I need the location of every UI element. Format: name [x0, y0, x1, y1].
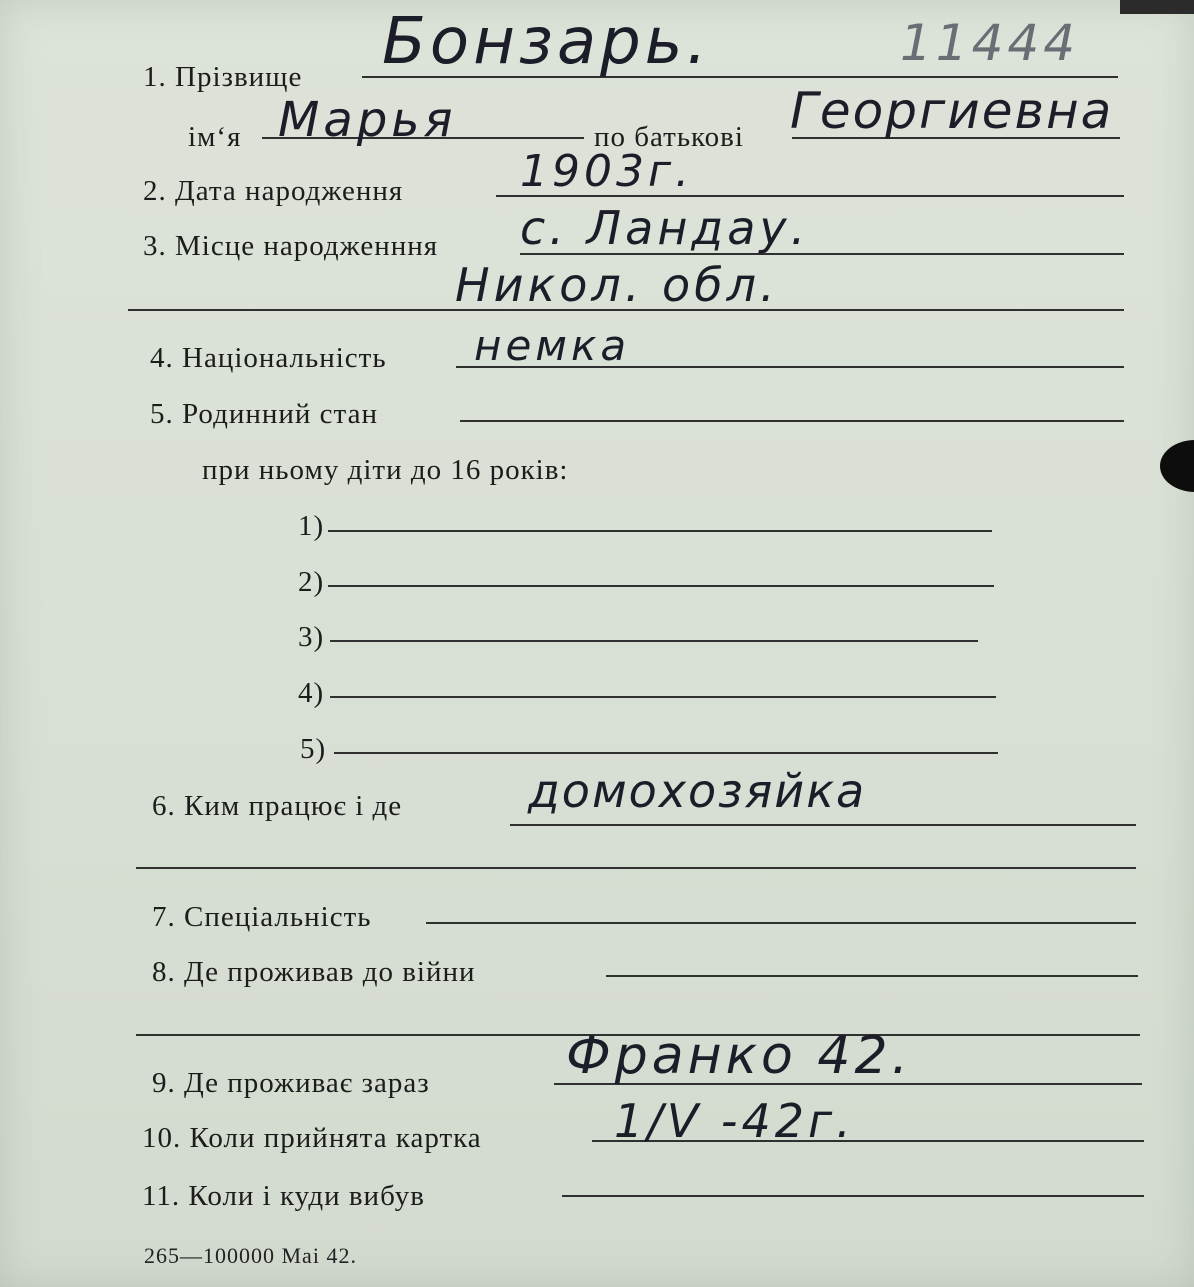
children-label: при ньому діти до 16 років: [202, 454, 569, 486]
marital-status-line [460, 420, 1124, 422]
nationality-value: немка [474, 321, 631, 370]
child-3-line [330, 640, 978, 642]
child-3-label: 3) [298, 621, 325, 653]
child-5-line [334, 752, 998, 754]
child-5-label: 5) [300, 733, 327, 765]
card-accepted-label: 10. Коли прийнята картка [142, 1122, 482, 1154]
patronymic-value: Георгиевна [790, 82, 1114, 140]
marital-status-label: 5. Родинний стан [150, 398, 378, 430]
occupation-value: домохозяйка [528, 764, 867, 818]
child-4-label: 4) [298, 677, 325, 709]
birth-date-label: 2. Дата народження [143, 175, 404, 207]
occupation-line-2 [136, 867, 1136, 869]
print-footer: 265—100000 Mai 42. [144, 1243, 357, 1268]
occupation-line [510, 824, 1136, 826]
specialty-line [426, 922, 1136, 924]
birth-place-label: 3. Місце народженння [143, 230, 439, 262]
card-edge-shadow [1120, 0, 1194, 14]
prewar-residence-line [606, 975, 1138, 977]
punch-hole [1160, 440, 1194, 492]
record-number: 11444 [900, 14, 1080, 72]
child-2-label: 2) [298, 566, 325, 598]
surname-label: 1. Прізвище [143, 61, 303, 93]
nationality-label: 4. Національність [150, 342, 387, 374]
current-residence-label: 9. Де проживає зараз [152, 1067, 430, 1099]
departure-label: 11. Коли і куди вибув [142, 1180, 425, 1212]
child-1-line [328, 530, 992, 532]
birth-place-value-1: с. Ландау. [520, 201, 810, 255]
child-4-line [330, 696, 996, 698]
card-accepted-value: 1/V -42г. [614, 1094, 855, 1148]
specialty-label: 7. Спеціальність [152, 901, 372, 933]
occupation-label: 6. Ким працює і де [152, 790, 403, 822]
child-1-label: 1) [298, 510, 325, 542]
prewar-residence-label: 8. Де проживав до війни [152, 956, 476, 988]
departure-line [562, 1195, 1144, 1197]
patronymic-label: по батькові [594, 121, 744, 153]
first-name-label: ім‘я [188, 121, 242, 153]
birth-date-value: 1903г. [520, 146, 694, 197]
first-name-value: Марья [278, 92, 457, 148]
surname-value: Бонзарь. [382, 5, 711, 79]
current-residence-value: Франко 42. [566, 1026, 913, 1086]
birth-place-value-2: Никол. обл. [455, 258, 779, 312]
child-2-line [328, 585, 994, 587]
birth-place-line-2 [128, 309, 1124, 311]
